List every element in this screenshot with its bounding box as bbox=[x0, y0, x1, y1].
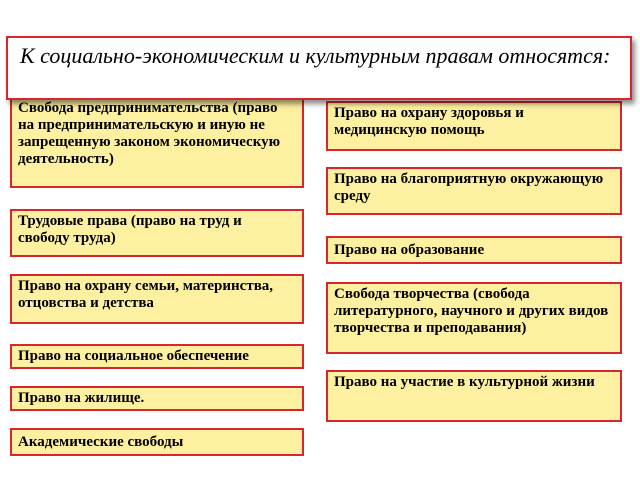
right-item-labor: Трудовые права (право на труд и свободу труда) bbox=[10, 209, 304, 257]
right-item-entrepreneurship: Свобода предпринимательства (право на предпринимательскую и иную не запрещенную законом экономическую деятельность) bbox=[10, 96, 304, 188]
right-item-health: Право на охрану здоровья и медицинскую помощь bbox=[326, 101, 622, 151]
right-item-family-protection: Право на охрану семьи, материнства, отцовства и детства bbox=[10, 274, 304, 324]
right-item-environment: Право на благоприятную окружающую среду bbox=[326, 167, 622, 215]
right-item-housing: Право на жилище. bbox=[10, 386, 304, 411]
right-item-education: Право на образование bbox=[326, 236, 622, 264]
right-item-cultural-life: Право на участие в культурной жизни bbox=[326, 370, 622, 422]
right-item-social-security: Право на социальное обеспечение bbox=[10, 344, 304, 369]
right-item-academic-freedom: Академические свободы bbox=[10, 428, 304, 456]
page-title: К социально-экономическим и культурным правам относятся: bbox=[6, 36, 632, 100]
right-item-creative-freedom: Свобода творчества (свобода литературного, научного и других видов творчества и преподавания) bbox=[326, 282, 622, 354]
